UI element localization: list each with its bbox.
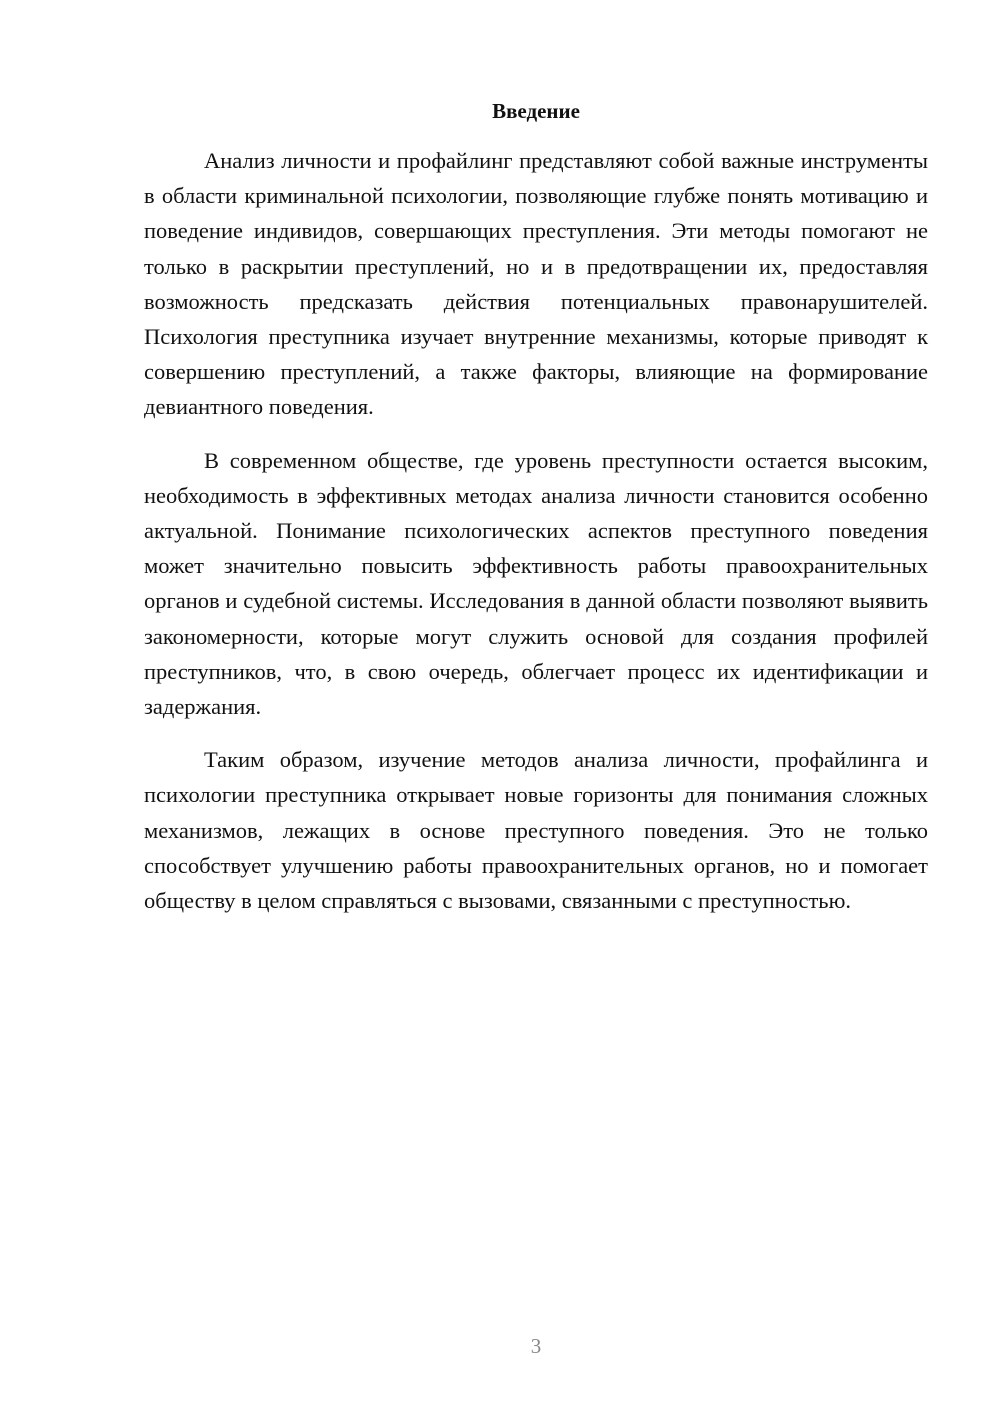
page-number: 3 bbox=[530, 1334, 542, 1358]
paragraph-1: Анализ личности и профайлинг представляют собой важные инструменты в области криминальной психологии, позволяющие глубже понять мотивацию и поведение индивидов, совершающих преступления. Эти методы помогают не только в раскрытии преступлений, но и в предотвращении их, предоставляя возможность предсказать действия потенциальных правонарушителей. Психология преступника изучает внутренние механизмы, которые приводят к совершению преступлений, а также факторы, влияющие на формирование девиантного поведения. bbox=[144, 148, 928, 420]
paragraph-2: В современном обществе, где уровень преступности остается высоким, необходимость в эффективных методах анализа личности становится особенно актуальной. Понимание психологических аспектов преступного поведения может значительно повысить эффективность работы правоохранительных органов и судебной системы. Исследования в данной области позволяют выявить закономерности, которые могут служить основой для создания профилей преступников, что, в свою очередь, облегчает процесс их идентификации и задержания. bbox=[144, 447, 928, 720]
body-text bbox=[144, 143, 928, 936]
section-heading: Введение bbox=[492, 99, 580, 123]
paragraph-3: Таким образом, изучение методов анализа личности, профайлинга и психологии преступника открывает новые горизонты для понимания сложных механизмов, лежащих в основе преступного поведения. Это не только способствует улучшению работы правоохранительных органов, но и помогает обществу в целом справляться с вызовами, связанными с преступностью. bbox=[144, 747, 928, 914]
